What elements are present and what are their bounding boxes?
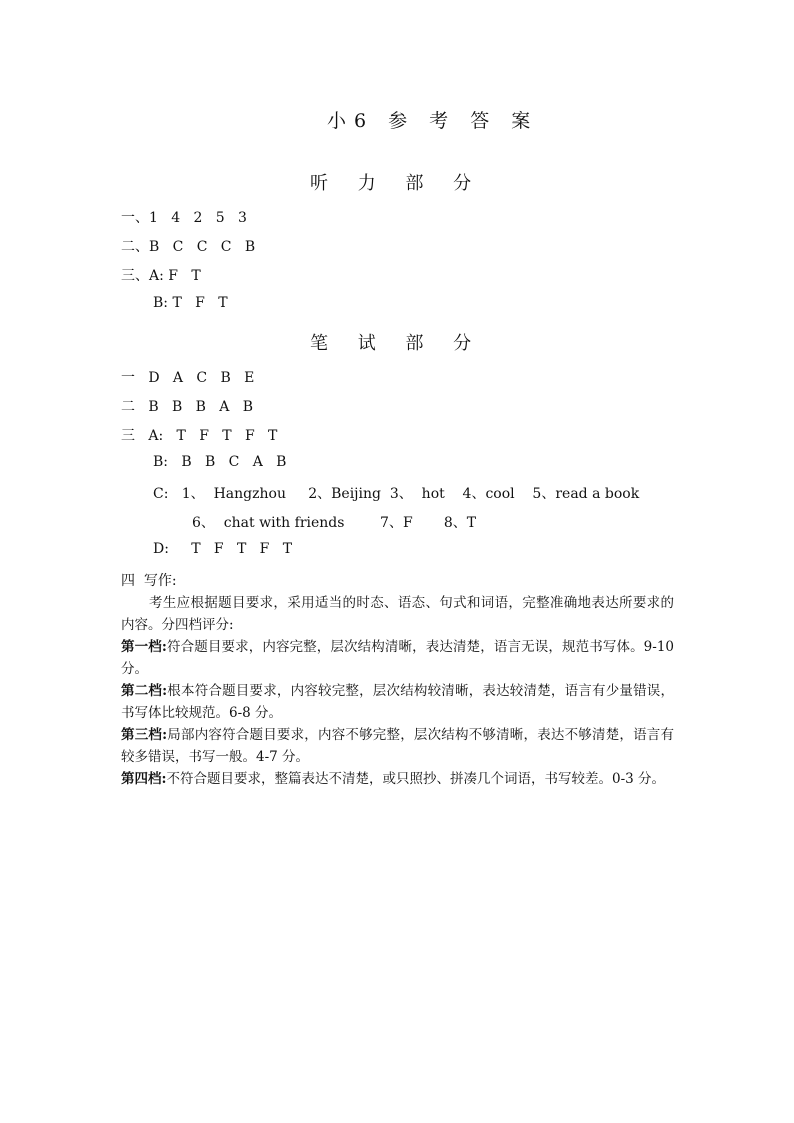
grade-1-text: 符合题目要求，内容完整，层次结构清晰，表达清楚，语言无误，规范书写体。9-10 分。	[121, 639, 675, 677]
grade-3-text: 局部内容符合题目要求，内容不够完整，层次结构不够清晰，表达不够清楚，语言有较多错误，书写一般。4-7 分。	[121, 727, 675, 765]
listening-answer-1: 一、1 4 2 5 3	[121, 210, 247, 226]
grade-3-label: 第三档:	[121, 727, 168, 743]
written-answer-3c: C: 1、 Hangzhou 2、Beijing 3、 hot 4、cool 5、read a book	[153, 486, 640, 502]
grade-4-text: 不符合题目要求，整篇表达不清楚，或只照抄、拼凑几个词语，书写较差。0-3 分。	[166, 771, 666, 787]
written-answer-3d: D: T F T F T	[153, 541, 293, 557]
grade-2	[121, 680, 674, 724]
written-answer-3c-cont: 6、 chat with friends 7、F 8、T	[192, 515, 477, 531]
listening-answer-3b: B: T F T	[153, 295, 228, 311]
written-answer-2: 二 B B B A B	[121, 399, 254, 415]
grade-4	[121, 768, 674, 790]
grade-3	[121, 724, 674, 768]
grade-1-label: 第一档:	[121, 639, 167, 655]
listening-answer-2: 二、B C C C B	[121, 239, 256, 255]
grade-2-text: 根本符合题目要求，内容较完整，层次结构较清晰，表达较清楚，语言有少量错误，书写体比较规范。6-8 分。	[121, 683, 675, 721]
grade-4-label: 第四档:	[121, 771, 167, 787]
grade-2-label: 第二档:	[121, 683, 168, 699]
composition-intro: 考生应根据题目要求，采用适当的时态、语态、句式和词语，完整准确地表达所要求的内容。分四档评分:	[121, 595, 674, 633]
document-title: 小6 参 考 答 案	[327, 110, 539, 132]
written-heading: 笔 试 部 分	[310, 333, 484, 354]
grade-1	[121, 636, 674, 680]
written-answer-1: 一 D A C B E	[121, 370, 255, 386]
composition-heading: 四 写作:	[121, 573, 177, 589]
written-answer-3a: 三 A: T F T F T	[121, 428, 278, 444]
listening-heading: 听 力 部 分	[310, 173, 484, 194]
written-answer-3b: B: B B C A B	[153, 454, 287, 470]
listening-answer-3a: 三、A: F T	[121, 268, 201, 284]
